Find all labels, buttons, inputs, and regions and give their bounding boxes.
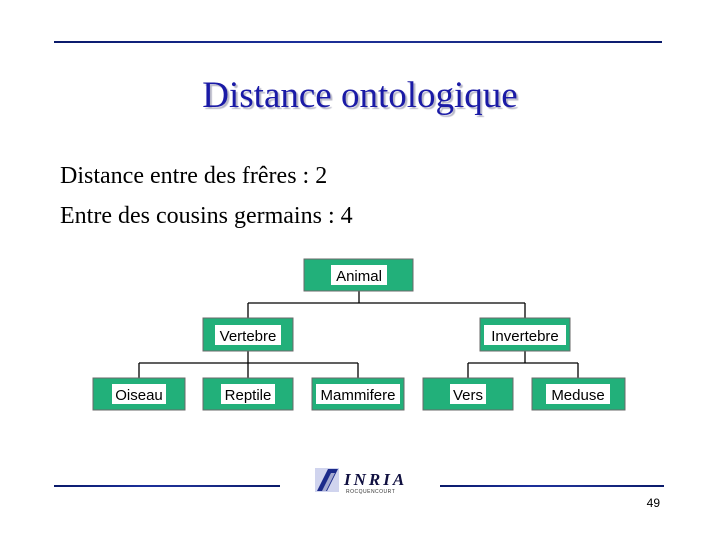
tree-node-vers [423,378,513,410]
tree-node-label: Meduse [551,387,605,404]
tree-node-oiseau [93,378,185,410]
tree-node-label: Vers [452,387,484,404]
body-line-siblings: Distance entre des frêres : 2 [60,163,328,189]
tree-node-reptile [203,378,293,410]
footer-rule-right [440,485,664,487]
tree-node-label: Animal [336,268,382,285]
footer-rule-left [54,485,280,487]
tree-node-label: Invertebre [491,328,559,345]
tree-node-mammifere [312,378,404,410]
body-line-cousins: Entre des cousins germains : 4 [60,203,353,229]
tree-node-vertebre [203,318,293,351]
tree-node-label: Reptile [224,387,272,404]
slide-title: Distance ontologique [202,75,518,116]
tree-node-label: Vertebre [219,328,277,345]
tree-node-invertebre [480,318,570,351]
logo-wordmark: INRIA [344,470,408,489]
page-number: 49 [646,496,660,510]
tree-node-label: Mammifere [320,387,396,404]
tree-node-label: Oiseau [115,387,163,404]
inria-logo-mark-icon [314,466,344,496]
tree-node-meduse [532,378,625,410]
logo-subtitle: ROCQUENCOURT [346,489,396,495]
tree-node-animal [304,259,413,291]
inria-logo [314,466,424,496]
